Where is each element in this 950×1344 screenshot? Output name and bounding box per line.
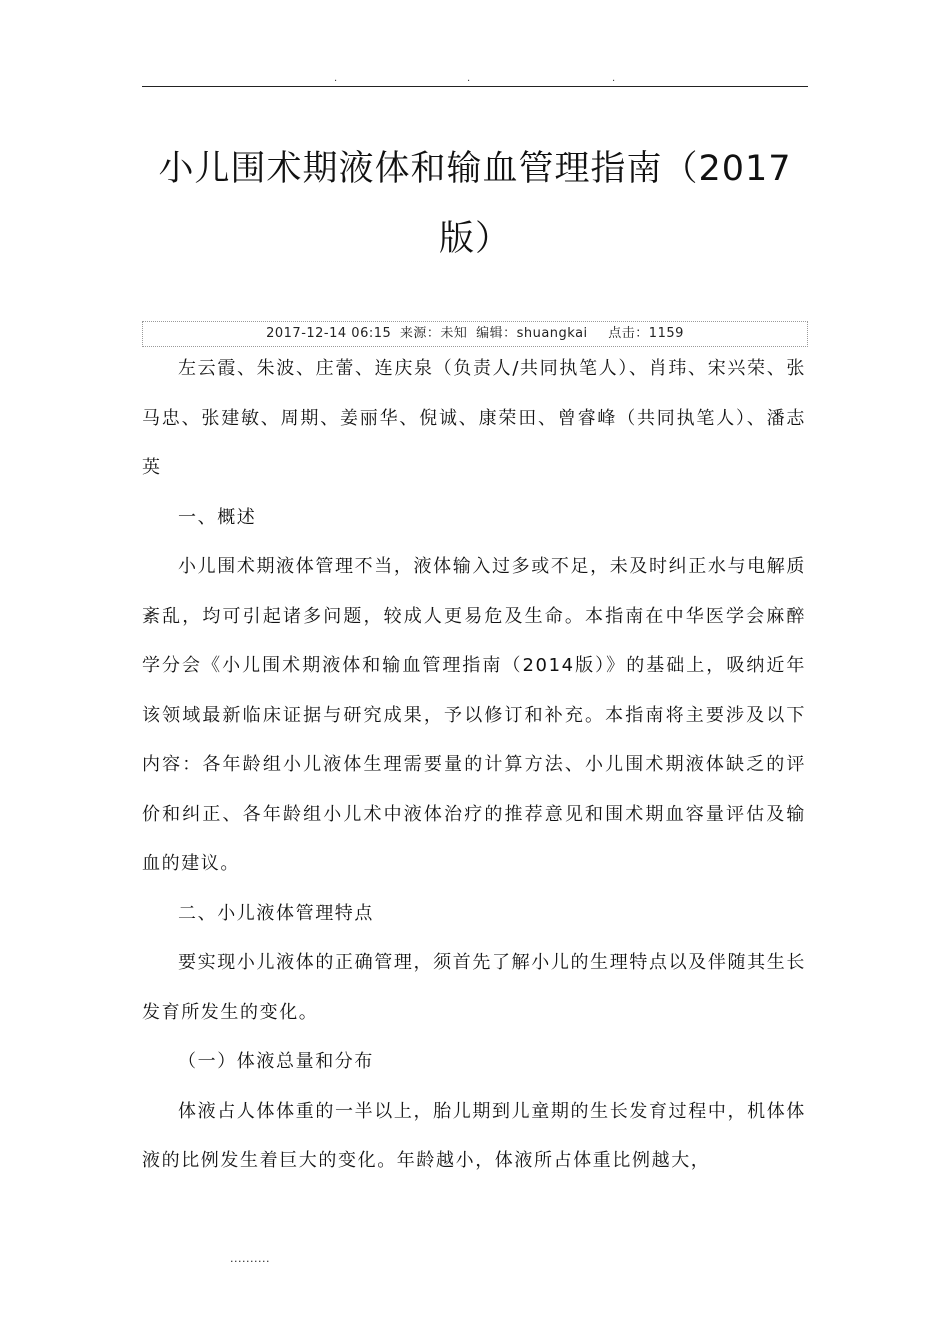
meta-source: 来源：未知 [399, 326, 468, 341]
section-heading-overview: 一、概述 [178, 506, 257, 528]
meta-clicks: 点击：1159 [608, 326, 684, 341]
header-dot: . [467, 73, 471, 84]
header-dot: . [612, 73, 616, 84]
overview-paragraph: 小儿围术期液体管理不当，液体输入过多或不足，未及时纠正水与电解质紊乱，均可引起诸多问题，较成人更易危及生命。本指南在中华医学会麻醉学分会《小儿围术期液体和输血管理指南（2014版）》的基础上，吸纳近年该领域最新临床证据与研究成果，予以修订和补充。本指南将主要涉及以下内容：各年龄组小儿液体生理需要量的计算方法、小儿围术期液体缺乏的评价和纠正、各年龄组小儿术中液体治疗的推荐意见和围术期血容量评估及输血的建议。 [142, 556, 806, 874]
authors-paragraph: 左云霞、朱波、庄蕾、连庆泉（负责人/共同执笔人）、肖玮、宋兴荣、张马忠、张建敏、周期、姜丽华、倪诚、康荣田、曾睿峰（共同执笔人）、潘志英 [142, 358, 806, 478]
title-line-2: 版） [438, 219, 511, 259]
body-fluid-paragraph: 体液占人体体重的一半以上，胎儿期到儿童期的生长发育过程中，机体体液的比例发生着巨大的变化。年龄越小，体液所占体重比例越大， [142, 1100, 806, 1171]
meta-editor: 编辑：shuangkai [476, 326, 588, 341]
section-heading-features: 二、小儿液体管理特点 [178, 902, 374, 924]
header-dot: . [334, 73, 338, 84]
subsection-heading-body-fluid: （一）体液总量和分布 [178, 1051, 374, 1072]
article-body [142, 344, 806, 1186]
header-rule [142, 86, 808, 87]
title-line-1: 小儿围术期液体和输血管理指南（2017 [158, 149, 792, 189]
footer-dots: .......... [230, 1252, 270, 1265]
document-title [142, 134, 808, 274]
features-paragraph: 要实现小儿液体的正确管理，须首先了解小儿的生理特点以及伴随其生长发育所发生的变化。 [142, 952, 806, 1023]
header-dots [142, 72, 808, 86]
meta-date: 2017-12-14 06:15 [266, 326, 392, 341]
